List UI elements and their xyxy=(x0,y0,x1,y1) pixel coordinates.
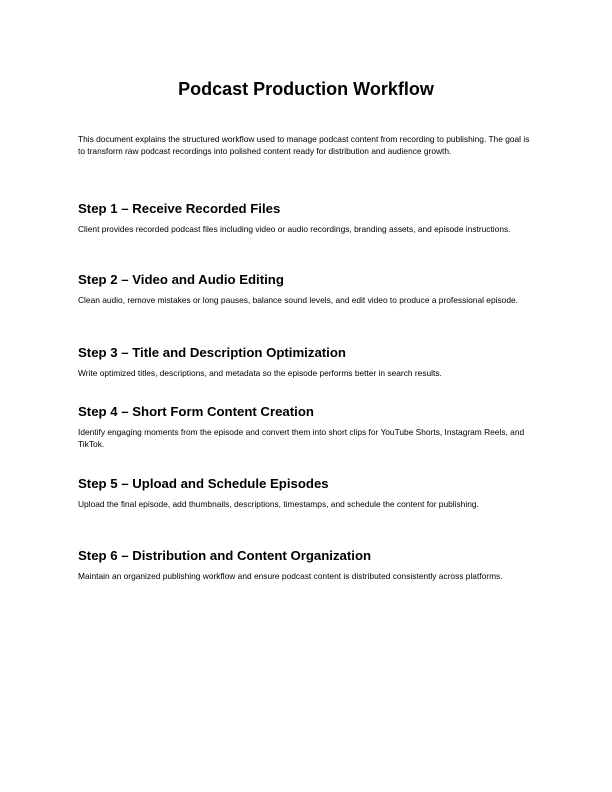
step-5-section xyxy=(78,476,536,510)
step-6-section xyxy=(78,548,536,582)
step-4-body: Identify engaging moments from the episode and convert them into short clips for YouTube Shorts, Instagram Reels, and TikTok. xyxy=(78,427,525,449)
step-4-heading: Step 4 – Short Form Content Creation xyxy=(78,404,314,419)
step-1-heading: Step 1 – Receive Recorded Files xyxy=(78,201,281,216)
step-1-section xyxy=(78,201,536,235)
document-title: Podcast Production Workflow xyxy=(178,79,434,99)
step-2-body: Clean audio, remove mistakes or long pauses, balance sound levels, and edit video to produce a professional episode. xyxy=(78,295,518,305)
step-1-body: Client provides recorded podcast files including video or audio recordings, branding assets, and episode instructions. xyxy=(78,224,511,234)
step-2-section xyxy=(78,272,536,306)
intro-paragraph: This document explains the structured workflow used to manage podcast content from recording to publishing. The goal is to transform raw podcast recordings into polished content ready for distribution and audience growth. xyxy=(78,134,530,156)
step-5-heading: Step 5 – Upload and Schedule Episodes xyxy=(78,476,329,491)
step-3-body: Write optimized titles, descriptions, and metadata so the episode performs better in search results. xyxy=(78,368,442,378)
step-3-section xyxy=(78,345,536,379)
step-6-body: Maintain an organized publishing workflow and ensure podcast content is distributed consistently across platforms. xyxy=(78,571,503,581)
step-6-heading: Step 6 – Distribution and Content Organization xyxy=(78,548,372,563)
step-2-heading: Step 2 – Video and Audio Editing xyxy=(78,272,284,287)
step-4-section xyxy=(78,404,536,450)
step-5-body: Upload the final episode, add thumbnails, descriptions, timestamps, and schedule the content for publishing. xyxy=(78,499,479,509)
step-3-heading: Step 3 – Title and Description Optimization xyxy=(78,345,346,360)
